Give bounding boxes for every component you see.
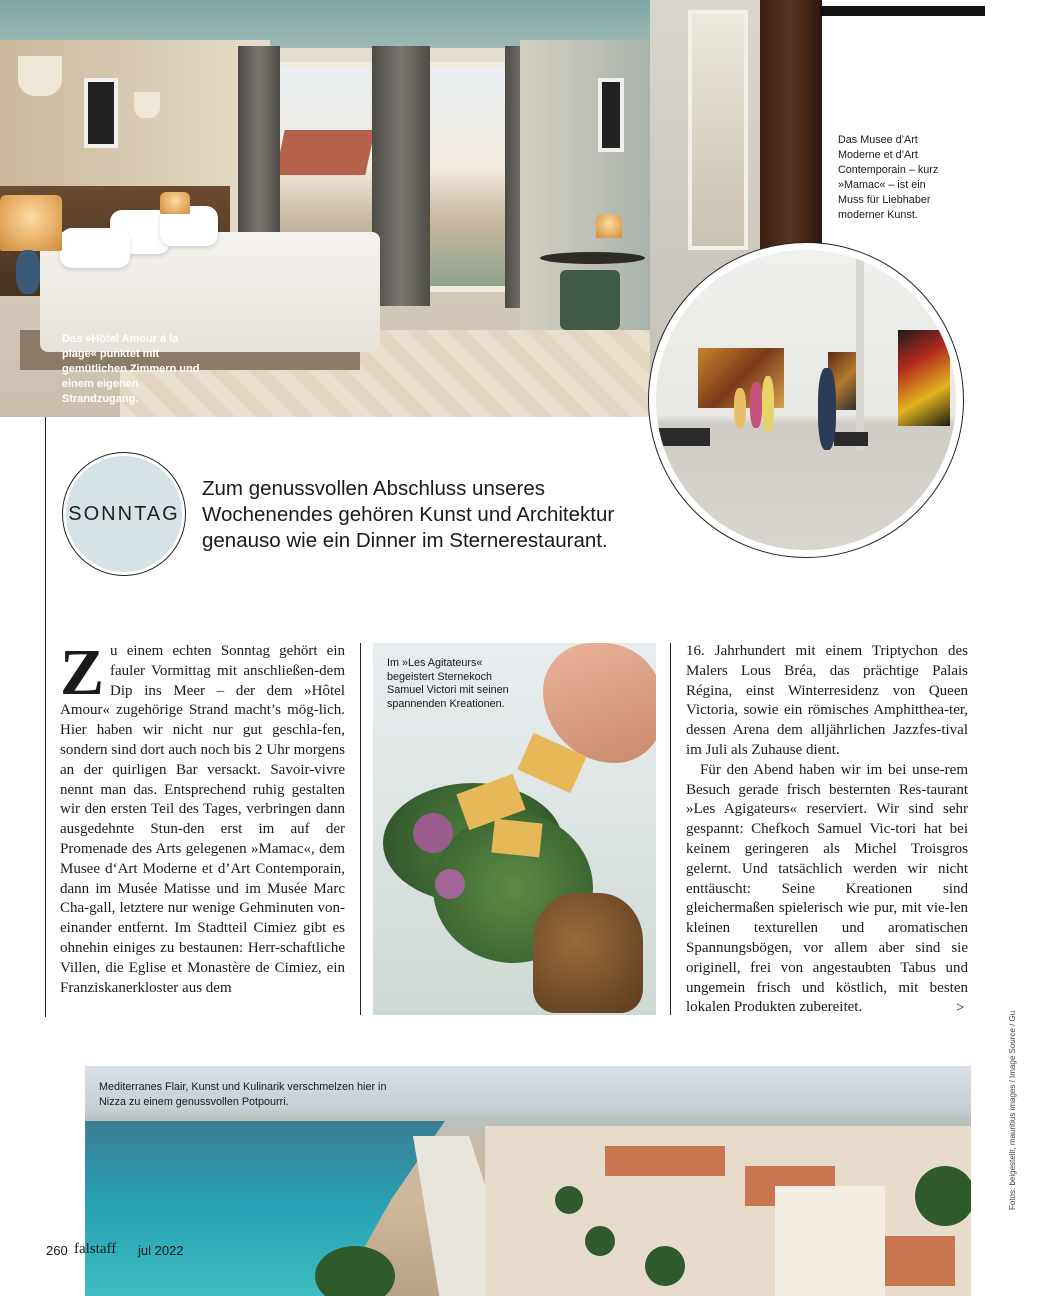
article-col3-paragraph-2: Für den Abend haben wir im bei unse-rem Besuch gerade frisch besternten Res-taurant »Les Agigateurs« reserviert. Wir sind sehr gespannt: Chefkoch Samuel Vic-tori hat bei keinem geringeren als Michel Troisgros gelernt. Und tatsächlich werden wir nicht enttäuscht: Seine Kreationen sind gleichermaßen spielerisch wie pur, mit vie-len kleinen texturellen und aromatischen Spannungsbögen, vor allem aber sind sie originell, frei von angestaubten Tabus und ungemein frisch und köstlich, mit besten lokalen Produkten zubereitet. [686,761,968,1016]
left-margin-rule [45,417,46,1017]
photo-credit: Fotos: beigestellt, mauritius images / Image Source / Gu [1008,1010,1017,1210]
article-column-3 [686,642,968,1018]
section-intro: Zum genussvollen Abschluss unseres Wochenendes gehören Kunst und Architektur genauso wie ein Dinner im Sternerestaurant. [202,477,615,552]
column-rule [670,643,671,1015]
sonntag-badge: SONNTAG [66,456,182,572]
top-black-bar [820,6,985,16]
issue-date: jul 2022 [138,1243,184,1258]
mamac-caption: Das Musee d’Art Moderne et d’Art Contemporain – kurz »Mamac« – ist ein Muss für Liebhaber moderner Kunst. [838,134,939,221]
hotel-caption: Das »Hôtel Amour á la plage« punktet mit gemütlichen Zimmern und einem eigenen Strandzugang. [62,333,200,405]
drop-cap: Z [60,636,105,709]
article-col1-text: u einem echten Sonntag gehört ein fauler Vormittag mit anschließen-dem Dip ins Meer – der dem »Hôtel Amour« zugehörige Strand macht’s mög-lich. Hier haben wir nicht nur gut geschla-fen, sondern sind dort auch noch bis 2 Uhr morgens an der quirligen Bar versackt. Savoir-vivre nennt man das. Entsprechend ruhig gestalten wir den ersten Teil des Tages, verbringen dann ausgedehnte Stun-den erst im auf der Promenade des Arts gelegenen »Mamac«, dem Musee d‘Art Moderne et d’Art Contemporain, dann im Musée Matisse und im Musée Marc Cha-gall, letztere nur wenige Gehminuten von-einander entfernt. Im Stadtteil Cimiez gibt es ohnehin einiges zu bestaunen: Herr-schaftliche Villen, die Eglise et Monastère de Cimiez, ein Franziskanerkloster aus dem [60,643,345,996]
article-col3-paragraph-1: 16. Jahrhundert mit einem Triptychon des Malers Lous Bréa, das prächtige Palais Régina, einst Winterresidenz von Queen Victoria, sowie ein römisches Amphitthea-ter, dessen Arena dem alljährlichen Jazzfes-tival im Juli als Zuhause dient. [686,643,968,758]
continue-marker: > [956,1000,965,1016]
page-number: 260 [46,1243,68,1258]
column-rule [360,643,361,1015]
museum-photo [656,250,956,550]
nice-caption: Mediterranes Flair, Kunst und Kulinarik verschmelzen hier in Nizza zu einem genussvollen Potpourri. [99,1081,387,1108]
chef-caption: Im »Les Agitateurs« begeistert Sternekoch Samuel Victori mit seinen spannenden Kreationen. [387,657,509,710]
magazine-logo: falstaff [74,1241,117,1257]
article-column-1 [60,636,345,998]
